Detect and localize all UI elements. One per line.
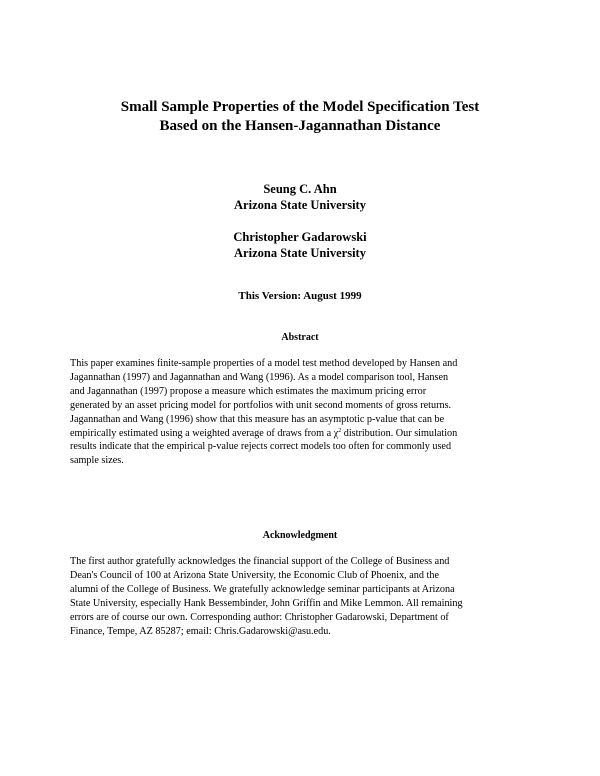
acknowledgment-line: State University, especially Hank Bessembinder, John Griffin and Mike Lemmon. All remaining [70,597,463,609]
chi-symbol: χ [333,427,339,439]
abstract-line: Jagannathan (1997) and Jagannathan and Wang (1996). As a model comparison tool, Hansen [70,371,449,383]
version-date: This Version: August 1999 [238,290,362,302]
acknowledgment-body [70,555,540,638]
acknowledgment-line: alumni of the College of Business. We gratefully acknowledge seminar participants at Arizona [70,583,455,595]
abstract-body [70,357,540,468]
chi-superscript: 2 [338,427,342,434]
acknowledgment-heading: Acknowledgment [262,530,338,541]
title-line-2: Based on the Hansen-Jagannathan Distance [159,118,441,134]
author-block-2 [0,229,600,261]
acknowledgment-line: Finance, Tempe, AZ 85287; email: Chris.Gadarowski@asu.edu. [70,625,331,637]
abstract-line: generated by an asset pricing model for portfolios with unit second moments of gross returns. [70,399,452,411]
abstract-line: This paper examines finite-sample properties of a model test method developed by Hansen and [70,358,458,369]
abstract-line: Jagannathan and Wang (1996) show that this measure has an asymptotic p-value that can be [70,413,445,425]
paper-title [0,98,600,136]
acknowledgment-line: The first author gratefully acknowledges the financial support of the College of Business and [70,556,450,567]
abstract-line-chi [70,427,540,441]
abstract-line: and Jagannathan (1997) propose a measure which estimates the maximum pricing error [70,385,427,397]
author-name: Christopher Gadarowski [233,230,367,244]
abstract-line-tail: distribution. Our simulation [341,427,458,439]
acknowledgment-line: errors are of course our own. Corresponding author: Christopher Gadarowski, Department of [70,611,449,623]
abstract-line: results indicate that the empirical p-value rejects correct models too often for commonly used [70,441,452,453]
author-affiliation: Arizona State University [234,246,366,260]
author-name: Seung C. Ahn [263,182,337,196]
abstract-line-head: empirically estimated using a weighted average of draws from a [70,427,334,439]
abstract-heading: Abstract [281,332,319,343]
author-affiliation: Arizona State University [234,198,366,212]
author-block-1 [0,181,600,213]
title-line-1: Small Sample Properties of the Model Specification Test [120,99,480,115]
abstract-line: sample sizes. [70,455,124,467]
acknowledgment-line: Dean's Council of 100 at Arizona State University, the Economic Club of Phoenix, and the [70,569,439,581]
